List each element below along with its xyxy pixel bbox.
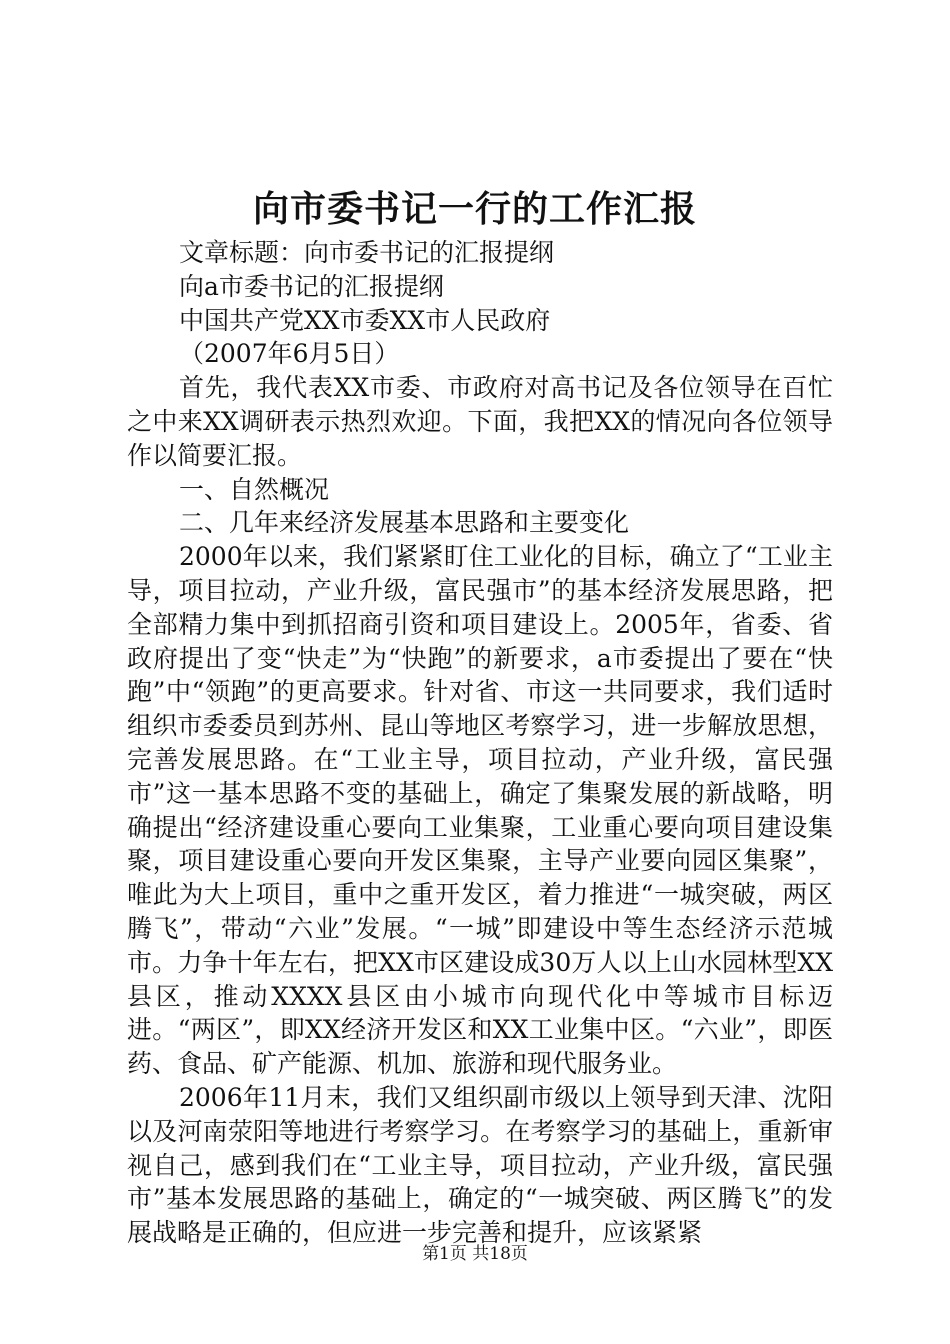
paragraph-article-title: 文章标题：向市委书记的汇报提纲 <box>179 238 555 267</box>
paragraph-development-2006: 2006年11月末，我们又组织副市级以上领导到天津、沈阳以及河南荥阳等地进行考察学习。在考察学习的基础上，重新审视自己，感到我们在“工业主导，项目拉动，产业升级，富民强市”基本发展思路的基础上，确定的“一城突破、两区腾飞”的发展战略是正确的，但应进一步完善和提升，应该紧紧 <box>127 1082 833 1248</box>
paragraph-date: （2007年6月5日） <box>179 339 400 369</box>
paragraph-development-2000: 2000年以来，我们紧紧盯住工业化的目标，确立了“工业主导，项目拉动，产业升级，富民强市”的基本经济发展思路，把全部精力集中到抓招商引资和项目建设上。2005年，省委、省政府提出了变“快走”为“快跑”的新要求，a市委提出了要在“快跑”中“领跑”的更高要求。针对省、市这一共同要求，我们适时组织市委委员到苏州、昆山等地区考察学习，进一步解放思想，完善发展思路。在“工业主导，项目拉动，产业升级，富民强市”这一基本思路不变的基础上，确定了集聚发展的新战略，明确提出“经济建设重心要向工业集聚，工业重心要向项目建设集聚，项目建设重心要向开发区集聚，主导产业要向园区集聚”，唯此为大上项目，重中之重开发区，着力推进“一城突破，两区腾飞”，带动“六业”发展。“一城”即建设中等生态经济示范城市。力争十年左右，把XX市区建设成30万人以上山水园林型XX县区，推动XXXX县区由小城市向现代化中等城市目标迈进。“两区”，即XX经济开发区和XX工业集中区。“六业”，即医药、食品、矿产能源、机加、旅游和现代服务业。 <box>127 542 833 1079</box>
section-heading-2: 二、几年来经济发展基本思路和主要变化 <box>179 508 630 538</box>
section-heading-1: 一、自然概况 <box>179 474 330 504</box>
paragraph-opening: 首先，我代表XX市委、市政府对高书记及各位领导在百忙之中来XX调研表示热烈欢迎。下面，我把XX的情况向各位领导作以简要汇报。 <box>127 373 833 470</box>
paragraph-issuer: 中国共产党XX市委XX市人民政府 <box>179 305 551 335</box>
document-body <box>127 236 833 1250</box>
document-title: 向市委书记一行的工作汇报 <box>252 188 697 230</box>
page-footer: 第1页 共18页 <box>422 1244 528 1264</box>
paragraph-subtitle: 向a市委书记的汇报提纲 <box>179 271 444 301</box>
